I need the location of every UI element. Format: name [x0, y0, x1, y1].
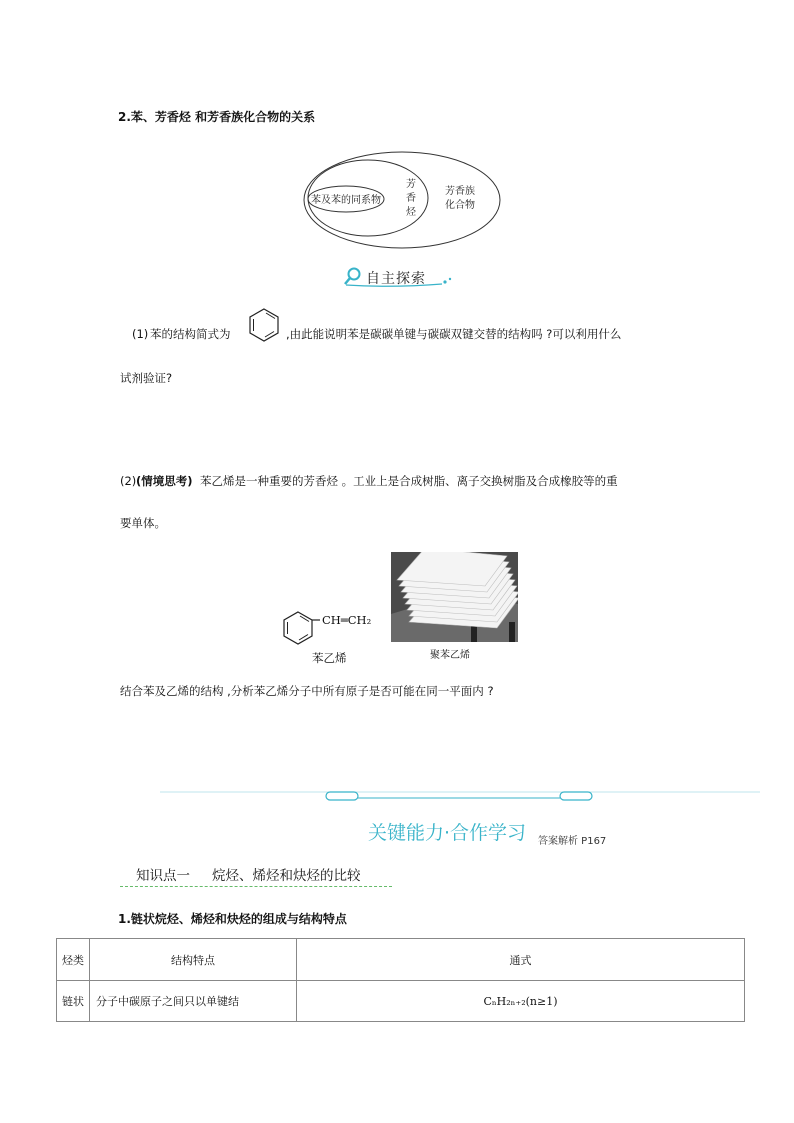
q2-line1: 苯乙烯是一种重要的芳香烃 。工业上是合成树脂、离子交换树脂及合成橡胶等的重 [200, 474, 618, 488]
venn-middle-label-2: 香 [406, 193, 416, 204]
venn-outer-label-2: 化合物 [445, 200, 475, 211]
knowledge-point-heading [120, 858, 392, 887]
styrene-caption: 苯乙烯 [312, 651, 347, 665]
q2-number: (2) [120, 474, 137, 488]
explore-label: 自主探索 [366, 271, 426, 287]
table-cell-formula: CₙH₂ₙ₊₂(n≥1) [297, 981, 745, 1022]
section-title: 关键能力·合作学习 [368, 822, 527, 844]
q1-text-before: 苯的结构简式为 [150, 327, 231, 341]
q1-line2: 试剂验证? [120, 371, 173, 385]
q2-question: 结合苯及乙烯的结构 ,分析苯乙烯分子中所有原子是否可能在同一平面内 ? [120, 684, 494, 698]
section-2-title: 2.苯、芳香烃 和芳香族化合物的关系 [118, 110, 316, 124]
polystyrene-caption: 聚苯乙烯 [430, 650, 470, 661]
styrene-formula: CH═CH₂ [322, 613, 372, 627]
hydrocarbon-table [56, 938, 745, 1022]
knowledge-point-title: 烷烃、烯烃和炔烃的比较 [212, 868, 361, 884]
styrene-structure [276, 608, 320, 648]
table-title: 1.链状烷烃、烯烃和炔烃的组成与结构特点 [118, 912, 347, 926]
polystyrene-photo [391, 552, 518, 642]
table-header-cell: 通式 [297, 939, 745, 981]
section-divider [160, 780, 760, 810]
benzene-structure [246, 307, 282, 343]
answer-reference[interactable]: 答案解析 P167 [538, 836, 607, 847]
venn-middle-label-1: 芳 [406, 179, 416, 190]
venn-inner-label: 苯及苯的同系物 [311, 195, 381, 206]
table-cell-feature: 分子中碳原子之间只以单键结 [90, 981, 297, 1022]
table-header-cell: 结构特点 [90, 939, 297, 981]
table-header-cell: 烃类 [57, 939, 90, 981]
venn-diagram [302, 150, 502, 250]
magnifier-icon [345, 269, 360, 285]
table-header-row [57, 939, 745, 981]
q1-number: (1) [132, 327, 149, 341]
table-row [57, 981, 745, 1022]
venn-middle-label-3: 烃 [406, 207, 416, 218]
q1-text-after: ,由此能说明苯是碳碳单键与碳碳双键交替的结构吗 ?可以利用什么 [286, 327, 622, 341]
venn-outer-label-1: 芳香族 [445, 186, 475, 197]
q2-tag: (情境思考) [136, 474, 193, 488]
q2-line2: 要单体。 [120, 516, 166, 530]
table-cell-type: 链状 [57, 981, 90, 1022]
knowledge-point-label: 知识点一 [136, 868, 190, 884]
